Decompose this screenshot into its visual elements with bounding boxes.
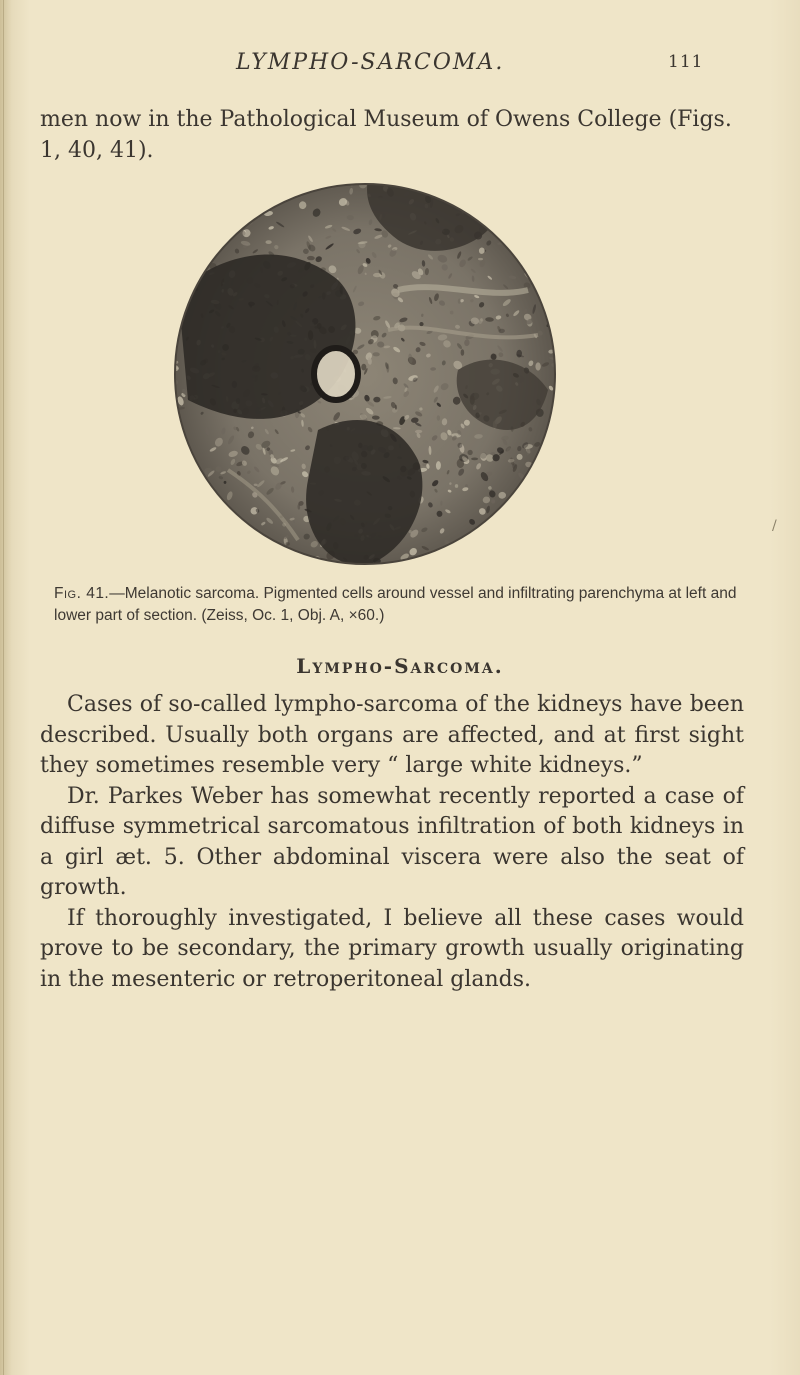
cell-texture (275, 557, 284, 566)
cell-texture (169, 562, 178, 572)
cell-texture (255, 542, 263, 551)
cell-texture (507, 517, 511, 520)
cell-texture (211, 216, 216, 226)
cell-texture (224, 187, 232, 194)
cell-texture (537, 563, 543, 569)
cell-texture (539, 238, 545, 244)
cell-texture (521, 483, 526, 486)
cell-texture (467, 554, 474, 560)
cell-texture (471, 176, 481, 185)
cell-texture (458, 553, 465, 557)
cell-texture (168, 498, 175, 507)
cell-texture (195, 172, 200, 176)
cell-texture (558, 296, 562, 300)
cell-texture (515, 568, 520, 573)
cell-texture (436, 554, 446, 563)
cell-texture (537, 552, 545, 559)
cell-texture (300, 170, 303, 173)
cell-texture (493, 569, 503, 578)
cell-texture (548, 275, 555, 282)
cell-texture (453, 172, 462, 181)
cell-texture (484, 200, 495, 209)
cell-texture (202, 203, 210, 211)
cell-texture (454, 176, 461, 183)
cell-texture (495, 522, 506, 534)
cell-texture (554, 511, 559, 518)
cell-texture (495, 520, 503, 522)
cell-texture (424, 567, 428, 571)
running-head (0, 50, 800, 80)
cell-texture (461, 349, 465, 356)
cell-texture (496, 546, 505, 553)
cell-texture (265, 175, 269, 179)
cell-texture (168, 321, 175, 327)
cell-texture (219, 177, 229, 187)
cell-texture (557, 437, 562, 446)
cell-texture (468, 199, 479, 208)
cell-texture (313, 568, 319, 576)
cell-texture (513, 500, 519, 506)
cell-texture (551, 275, 559, 282)
cell-texture (203, 525, 209, 533)
cell-texture (542, 507, 546, 513)
cell-texture (515, 557, 519, 564)
section-heading: Lympho-Sarcoma. (296, 654, 504, 678)
cell-texture (448, 560, 452, 568)
cell-texture (181, 172, 185, 178)
cell-texture (446, 561, 454, 568)
cell-texture (360, 174, 368, 184)
cell-texture (175, 180, 186, 191)
cell-texture (238, 528, 246, 537)
cell-texture (523, 193, 528, 199)
cell-texture (540, 540, 546, 548)
cell-texture (471, 458, 478, 461)
cell-texture (543, 282, 550, 285)
cell-texture (554, 495, 562, 505)
cell-texture (187, 459, 191, 462)
cell-texture (298, 573, 302, 578)
paragraph: If thoroughly investigated, I believe all these cases would prove to be secondary, the primary growth usually originating in the mesenteric or retroperitoneal glands. (40, 905, 744, 992)
cell-texture (534, 230, 540, 235)
cell-texture (192, 234, 197, 242)
cell-texture (511, 569, 519, 577)
cell-texture (501, 200, 511, 211)
cell-texture (545, 495, 549, 500)
cell-texture (517, 186, 523, 189)
figure-label: Fig. 41. (54, 585, 110, 602)
cell-texture (229, 554, 240, 565)
cell-texture (188, 261, 198, 271)
cell-texture (535, 362, 540, 370)
cell-texture (171, 566, 176, 569)
cell-texture (171, 529, 174, 536)
cell-texture (181, 210, 191, 221)
cell-texture (168, 237, 173, 243)
cell-texture (498, 568, 504, 573)
page-number: 111 (668, 52, 704, 72)
cell-texture (501, 546, 507, 556)
cell-texture (172, 222, 179, 226)
cell-texture (550, 212, 555, 219)
cell-texture (448, 575, 452, 578)
cell-texture (248, 552, 253, 557)
cell-texture (168, 314, 172, 324)
cell-texture (284, 188, 289, 192)
cell-texture (442, 177, 451, 185)
cell-texture (298, 557, 306, 563)
cell-texture (229, 196, 239, 205)
cell-texture (467, 540, 473, 546)
cell-texture (169, 337, 174, 344)
cell-texture (170, 336, 173, 342)
cell-texture (217, 546, 227, 555)
cell-texture (555, 375, 562, 382)
cell-texture (266, 190, 271, 199)
cell-texture (258, 172, 268, 182)
cell-texture (285, 184, 291, 192)
cell-texture (229, 560, 236, 564)
cell-texture (257, 190, 266, 198)
cell-texture (187, 510, 193, 515)
cell-texture (240, 570, 245, 576)
cell-texture (171, 565, 175, 572)
cell-texture (558, 479, 562, 485)
cell-texture (559, 374, 562, 379)
cell-texture (169, 267, 179, 277)
cell-texture (525, 551, 532, 560)
cell-texture (485, 209, 492, 216)
cell-texture (177, 281, 182, 287)
cell-texture (168, 482, 177, 492)
cell-texture (216, 173, 220, 181)
cell-texture (322, 574, 328, 578)
figure-caption (54, 583, 754, 627)
cell-texture (299, 562, 307, 567)
cell-texture (511, 170, 516, 176)
cell-texture (530, 203, 541, 214)
cell-texture (196, 550, 202, 559)
cell-texture (181, 284, 189, 293)
cell-texture (420, 563, 425, 569)
cell-texture (521, 545, 528, 554)
cell-texture (268, 170, 277, 175)
cell-texture (276, 561, 281, 569)
cell-texture (175, 239, 182, 247)
cell-texture (516, 193, 525, 203)
cell-texture (555, 234, 562, 242)
cell-texture (482, 555, 489, 562)
cell-texture (520, 528, 527, 536)
cell-texture (501, 560, 504, 564)
cell-texture (529, 537, 534, 544)
cell-texture (525, 195, 532, 201)
cell-texture (553, 224, 558, 230)
cell-texture (224, 508, 229, 511)
cell-texture (518, 199, 523, 202)
cell-texture (539, 458, 544, 466)
micrograph-image (168, 170, 562, 578)
cell-texture (522, 569, 529, 578)
cell-texture (546, 236, 552, 241)
cell-texture (240, 533, 247, 541)
cell-texture (503, 535, 514, 542)
cell-texture (433, 570, 438, 578)
cell-texture (183, 523, 190, 531)
cell-texture (189, 185, 197, 193)
cell-texture (189, 475, 196, 482)
cell-texture (371, 573, 379, 578)
cell-texture (200, 544, 206, 552)
cell-texture (479, 183, 485, 189)
cell-texture (478, 258, 483, 260)
cell-texture (522, 220, 530, 225)
cell-texture (199, 240, 206, 249)
cell-texture (344, 170, 350, 174)
cell-texture (468, 562, 475, 570)
figure-micrograph (168, 170, 562, 578)
cell-texture (536, 256, 541, 261)
cell-texture (549, 534, 556, 541)
cell-texture (528, 547, 535, 553)
cell-texture (232, 566, 242, 576)
cell-texture (535, 214, 544, 222)
cell-texture (530, 199, 537, 205)
cell-texture (547, 472, 553, 477)
cell-texture (199, 245, 203, 250)
cell-texture (210, 172, 214, 179)
cell-texture (541, 215, 551, 226)
page-gutter (3, 0, 4, 1375)
cell-texture (168, 295, 174, 299)
cell-texture (540, 188, 547, 196)
cell-texture (210, 542, 216, 548)
cell-texture (168, 324, 173, 331)
cell-texture (504, 197, 510, 203)
cell-texture (281, 552, 288, 561)
cell-texture (538, 235, 543, 240)
cell-texture (213, 509, 223, 519)
cell-texture (518, 535, 529, 547)
cell-texture (255, 547, 263, 556)
cell-texture (190, 253, 196, 259)
cell-texture (176, 518, 183, 526)
cell-texture (196, 230, 207, 241)
cell-texture (503, 224, 512, 230)
body-text (40, 690, 744, 995)
cell-texture (537, 212, 544, 218)
cell-texture (545, 466, 550, 473)
cell-texture (372, 172, 382, 182)
cell-texture (533, 182, 542, 190)
cell-texture (508, 191, 514, 196)
cell-texture (173, 545, 177, 549)
paragraph: Cases of so-called lympho-sarcoma of the kidneys have been described. Usually both organs are affected, and at first sight they sometimes resemble very “ large white kidneys.” (40, 692, 744, 778)
cell-texture (553, 424, 560, 432)
cell-texture (543, 273, 546, 283)
cell-texture (557, 191, 562, 200)
cell-texture (559, 564, 562, 569)
cell-texture (207, 538, 212, 545)
cell-texture (515, 519, 525, 527)
cell-texture (198, 259, 206, 268)
cell-texture (498, 564, 506, 572)
cell-texture (305, 181, 313, 190)
cell-texture (248, 561, 257, 569)
cell-texture (537, 238, 546, 248)
cell-texture (474, 554, 480, 561)
cell-texture (554, 252, 562, 259)
cell-texture (373, 397, 380, 403)
cell-texture (555, 574, 562, 578)
cell-texture (185, 241, 194, 250)
cell-texture (361, 364, 366, 371)
cell-texture (430, 175, 438, 183)
cell-texture (168, 266, 175, 276)
running-title: LYMPHO-SARCOMA. (236, 50, 505, 75)
cell-texture (553, 298, 561, 307)
cell-texture (524, 567, 534, 576)
cell-texture (551, 559, 556, 566)
cell-texture (249, 571, 257, 578)
cell-texture (552, 233, 558, 239)
cell-texture (380, 177, 385, 182)
cell-texture (209, 194, 217, 202)
cell-texture (503, 533, 511, 543)
cell-texture (217, 205, 223, 211)
cell-texture (552, 236, 557, 241)
cell-texture (219, 212, 226, 217)
cell-texture (422, 463, 426, 466)
cell-texture (267, 172, 277, 180)
cell-texture (179, 439, 186, 447)
cell-texture (551, 509, 558, 517)
cell-texture (214, 236, 220, 242)
cell-texture (418, 570, 423, 578)
cell-texture (170, 477, 182, 488)
cell-texture (168, 394, 173, 403)
cell-texture (556, 476, 562, 482)
cell-texture (550, 506, 557, 515)
figure-caption-text: —Melanotic sarcoma. Pigmented cells around vessel and infiltrating parenchyma at left and lower part of section. (Zeiss, Oc. 1, Obj. A, ×60.) (54, 585, 737, 624)
cell-texture (558, 315, 562, 323)
cell-texture (522, 208, 529, 217)
cell-texture (169, 251, 177, 259)
cell-texture (466, 204, 475, 212)
cell-texture (173, 178, 180, 183)
cell-texture (556, 401, 562, 410)
cell-texture (239, 207, 249, 217)
cell-texture (544, 173, 549, 178)
cell-texture (557, 572, 562, 578)
cell-texture (168, 460, 173, 463)
cell-texture (178, 486, 185, 496)
paragraph: Dr. Parkes Weber has somewhat recently reported a case of diffuse symmetrical sarcomatous infiltration of both kidneys in a girl æt. 5. Other abdominal viscera were also the seat of growth. (40, 783, 744, 900)
cell-texture (540, 236, 545, 239)
cell-texture (247, 195, 255, 203)
cell-texture (199, 221, 205, 226)
cell-texture (531, 476, 536, 480)
cell-texture (534, 509, 541, 514)
cell-texture (229, 199, 236, 206)
cell-texture (213, 173, 217, 180)
margin-mark: / (772, 518, 777, 534)
intro-paragraph: men now in the Pathological Museum of Owens College (Figs. 1, 40, 41). (40, 107, 732, 163)
cell-texture (217, 231, 226, 239)
cell-texture (538, 214, 547, 223)
cell-texture (179, 500, 185, 508)
cell-texture (531, 493, 542, 504)
cell-texture (532, 480, 541, 489)
cell-texture (545, 515, 549, 521)
cell-texture (173, 513, 179, 522)
cell-texture (169, 283, 175, 286)
cell-texture (168, 511, 174, 520)
cell-texture (298, 170, 304, 174)
cell-texture (247, 538, 251, 544)
cell-texture (419, 563, 423, 570)
cell-texture (266, 240, 272, 244)
cell-texture (170, 412, 179, 419)
cell-texture (514, 571, 522, 578)
cell-texture (540, 262, 546, 271)
cell-texture (555, 529, 562, 538)
cell-texture (182, 255, 187, 260)
